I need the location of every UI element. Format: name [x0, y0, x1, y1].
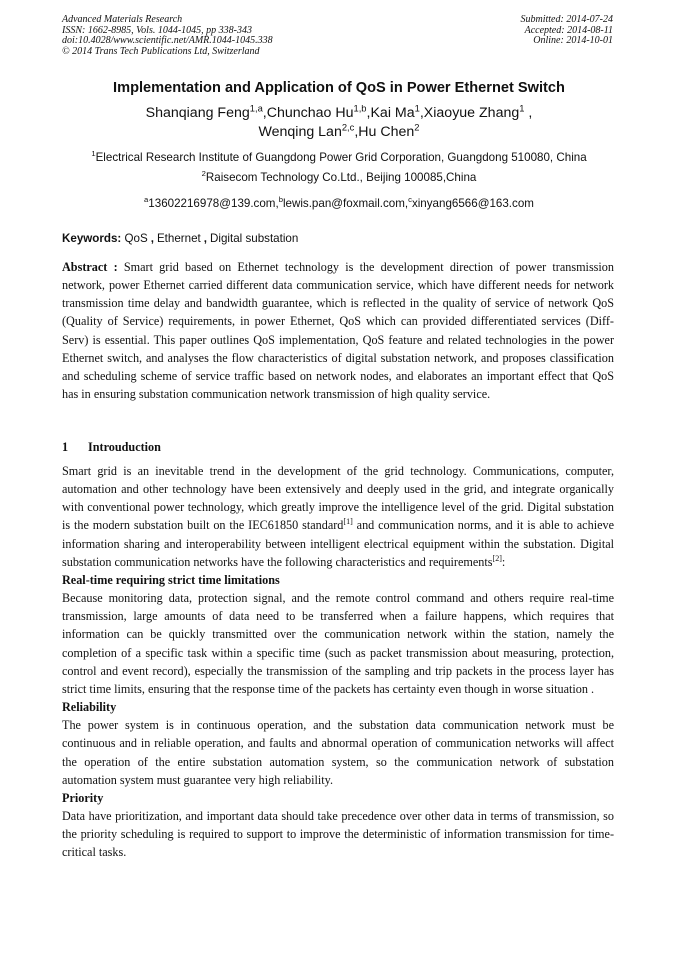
- paper-title: Implementation and Application of QoS in Power Ethernet Switch: [113, 80, 565, 96]
- author: Shanqiang Feng$^{1,a}$,: [145, 103, 267, 121]
- keyword-separator: ,: [203, 232, 208, 245]
- keywords-label: Keywords:: [62, 232, 122, 245]
- citation: [1]: [343, 517, 353, 527]
- keyword: Digital substation: [210, 232, 299, 245]
- author: Chunchao Hu$^{1,b}$,: [266, 103, 371, 121]
- abstract: [62, 258, 614, 403]
- subheading-reliability: Reliability: [62, 700, 117, 715]
- author: Wenqing Lan$^{2,c}$,: [258, 122, 359, 140]
- abstract-label: Abstract :: [62, 260, 118, 274]
- submitted-date: Submitted: 2014-07-24: [520, 14, 613, 25]
- copyright-line: © 2014 Trans Tech Publications Ltd, Switzerland: [62, 45, 260, 57]
- keywords: [62, 232, 298, 245]
- keyword: QoS: [124, 232, 148, 245]
- author: Xiaoyue Zhang$^1$ ,: [423, 103, 533, 121]
- author: Hu Chen$^2$: [358, 122, 420, 140]
- accepted-date: Accepted: 2014-08-11: [524, 24, 613, 36]
- author-list: [90, 104, 588, 142]
- intro-paragraph: Smart grid is an inevitable trend in the development of the grid technology. Communications, computer, automation and other technology have been extensively and deeply used in the grid, and integrate organically with conventional power technology, which greatly improve the intelligence level of the grid. Digital substation is the modern substation built on the IEC61850 standard[1] and communication norms, and it is able to achieve information sharing and interoperability between intelligent electrical equipment within the substation. Digital substation communication networks have the following characteristics and requirements[2]:: [62, 464, 614, 569]
- author: Kai Ma$^1$,: [370, 103, 424, 121]
- realtime-paragraph: Because monitoring data, protection signal, and the remote control command and others require real-time transmission, large amounts of data need to be transferred when a failure happens, which requires that information can be quickly transmitted over the communication network within the station, namely the completion of a specific task within a specific time (such as packet transmission about measuring, protection, control and event record), especially the transmission of the sampling and trip packets in the process layer has strict time limits, ensuring that the response time of the packets has certainty even though in worse situation .: [62, 591, 614, 696]
- author-emails: $^a$13602216978@139.com,$^b$lewis.pan@foxmail.com,$^c$xinyang6566@163.com: [144, 195, 534, 210]
- section-body: [62, 462, 614, 861]
- online-date: Online: 2014-10-01: [533, 35, 613, 47]
- priority-paragraph: Data have prioritization, and important data should take precedence over other data in terms of transmission, so the priority scheduling is required to support to improve the deterministic of information transmission for time-critical tasks.: [62, 808, 614, 860]
- publication-dates: [521, 15, 614, 47]
- subheading-priority: Priority: [62, 790, 104, 805]
- abstract-text: Smart grid based on Ethernet technology is the development direction of power transmission network, power Ethernet carried different data communication service, which have different needs for network transmission time delay and bandwidth guarantee, which is reflected in the quality of service of network QoS (Quality of Service) requirements, in power Ethernet, QoS which can provided differentiated services (Diff-Serv) is essential. This paper outlines QoS implementation, QoS feature and related technologies in the power Ethernet switch, and analyses the flow characteristics of digital substation network, and proposes classification and scheduling scheme of service traffic based on network nodes, and elaborates an important effect that QoS has in ensuring substation communication network transmission of high quality service.: [62, 260, 614, 402]
- issn-line: ISSN: 1662-8985, Vols. 1044-1045, pp 338-343: [62, 24, 252, 36]
- citation: [2]: [492, 553, 502, 563]
- affiliation-1: $^1$Electrical Research Institute of Guangdong Power Grid Corporation, Guangdong 510080, China: [91, 149, 587, 164]
- section-heading: [62, 440, 161, 455]
- journal-name: Advanced Materials Research: [62, 14, 183, 25]
- keyword: Ethernet: [156, 232, 201, 245]
- section-number: 1: [62, 440, 69, 454]
- section-title: Introuduction: [88, 440, 161, 454]
- subheading-realtime: Real-time requiring strict time limitations: [62, 572, 280, 587]
- affiliation-2: $^2$Raisecom Technology Co.Ltd., Beijing 100085,China: [201, 169, 477, 184]
- keyword-separator: ,: [150, 232, 154, 245]
- journal-metadata: [62, 15, 273, 57]
- doi-line: doi:10.4028/www.scientific.net/AMR.1044-1045.338: [62, 35, 273, 47]
- reliability-paragraph: The power system is in continuous operation, and the substation data communication network must be continuous and in reliable operation, and faults and abnormal operation of communication networks will affect the operation of the entire substation automation system, so the communication network of substation automation system must guarantee very high reliability.: [62, 718, 614, 787]
